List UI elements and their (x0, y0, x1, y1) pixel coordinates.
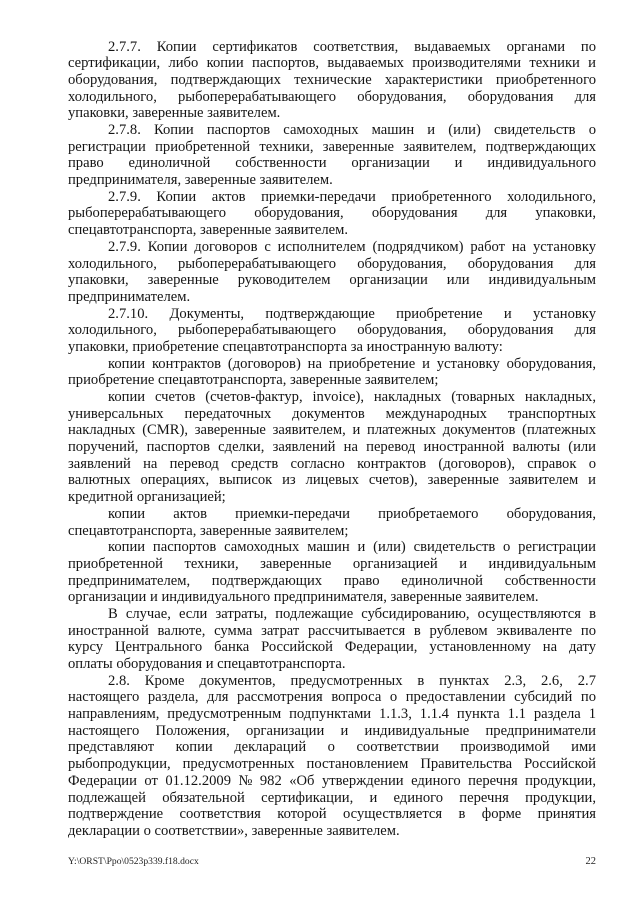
page-footer (68, 855, 596, 868)
paragraph-2-7-10 (68, 306, 596, 356)
text-line: регистрации приобретенной техники, заверенные заявителем, подтверждающих (68, 138, 596, 155)
text-line: Федерации от 01.12.2009 № 982 «Об утверждении единого перечня продукции, (68, 772, 596, 789)
text-line: копии контрактов (договоров) на приобретение и установку оборудования, (108, 355, 596, 372)
text-line: заявлений на перевод средств согласно контрактов (договоров), справок о (68, 455, 596, 472)
text-line: декларации о соответствии», заверенные заявителем. (68, 822, 400, 839)
list-item-acceptance-acts (68, 506, 596, 539)
text-line: копии актов приемки-передачи приобретаемого оборудования, (108, 505, 596, 522)
text-line: курсу Центрального банка Российской Федерации, установленному на дату (68, 639, 596, 656)
text-line: предпринимателя, заверенные заявителем. (68, 172, 333, 189)
text-line: В случае, если затраты, подлежащие субсидированию, осуществляются в (108, 605, 596, 622)
text-line: сертификации, либо копии паспортов, выдаваемых производителями техники и (68, 55, 596, 72)
list-item-passports (68, 539, 596, 606)
text-line: валютных операциях, выписок из лицевых счетов), заверенные заявителем и (68, 472, 596, 489)
text-line: приобретение спецавтотранспорта, заверенные заявителем; (68, 372, 439, 389)
paragraph-2-7-8 (68, 122, 596, 189)
text-line: право единоличной собственности организации и индивидуального (68, 155, 596, 172)
text-line: спецавтотранспорта, заверенные заявителем. (68, 222, 349, 239)
text-line: кредитной организацией; (68, 489, 226, 506)
text-line: упаковки, заверенные заявителем. (68, 105, 281, 122)
paragraph-2-7-9-acts (68, 189, 596, 239)
text-line: 2.7.9. Копии договоров с исполнителем (подрядчиком) работ на установку (108, 238, 596, 255)
text-line: упаковки, приобретение спецавтотранспорта за иностранную валюту: (68, 338, 503, 355)
text-line: рыбоперерабатывающего оборудования, оборудования для упаковки, (68, 205, 596, 222)
text-line: холодильного, рыбоперерабатывающего оборудования, оборудования для (68, 88, 596, 105)
text-line: рыбопродукции, предусмотренных постановлением Правительства Российской (68, 756, 596, 773)
page-number: 22 (585, 856, 596, 867)
text-line: копии счетов (счетов-фактур, invoice), накладных (товарных накладных, (108, 389, 596, 406)
text-line: предпринимателем. (68, 288, 191, 305)
text-line: 2.7.7. Копии сертификатов соответствия, выдаваемых органами по (108, 38, 596, 55)
list-item-invoices (68, 389, 596, 506)
text-line: представляют копии деклараций о соответствии производимой ими (68, 739, 596, 756)
text-line: подтверждение соответствия которой осуществляется в форме принятия (68, 806, 596, 823)
paragraph-foreign-currency (68, 606, 596, 673)
text-line: настоящего раздела, для рассмотрения вопроса о предоставлении субсидий по (68, 689, 596, 706)
paragraph-2-7-9-contracts (68, 239, 596, 306)
text-line: 2.7.9. Копии актов приемки-передачи приобретенного холодильного, (108, 188, 596, 205)
text-line: поручений, паспортов сделки, заявлений на перевод иностранной валюты (или (68, 439, 596, 456)
text-line: универсальных передаточных документов международных транспортных (68, 405, 596, 422)
list-item-contracts (68, 356, 596, 389)
footer-file-path: Y:\ORST\Ppo\0523p339.f18.docx (68, 856, 199, 867)
text-line: организации и индивидуального предпринимателя, заверенные заявителем. (68, 589, 539, 606)
text-line: оплаты оборудования и спецавтотранспорта. (68, 656, 346, 673)
text-line: 2.7.8. Копии паспортов самоходных машин и (или) свидетельств о (108, 122, 596, 139)
text-line: упаковки, заверенные руководителем организации или индивидуальным (68, 272, 596, 289)
text-line: настоящего Положения, организации и индивидуальные предприниматели (68, 722, 596, 739)
text-line: направлениям, предусмотренным подпунктами 1.1.3, 1.1.4 пункта 1.1 раздела 1 (68, 706, 596, 723)
text-line: 2.8. Кроме документов, предусмотренных в пунктах 2.3, 2.6, 2.7 (108, 672, 596, 689)
text-line: копии паспортов самоходных машин и (или) свидетельств о регистрации (108, 539, 596, 556)
text-line: предпринимателем, подтверждающих право единоличной собственности (68, 572, 596, 589)
text-line: иностранной валюте, сумма затрат рассчитывается в рублевом эквиваленте по (68, 622, 596, 639)
text-line: холодильного, рыбоперерабатывающего оборудования, оборудования для (68, 255, 596, 272)
document-body (68, 39, 596, 840)
text-line: спецавтотранспорта, заверенные заявителем; (68, 522, 349, 539)
text-line: накладных (CMR), заверенные заявителем, и платежных документов (платежных (68, 422, 596, 439)
text-line: приобретенной техники, заверенные организацией и индивидуальным (68, 555, 596, 572)
text-line: 2.7.10. Документы, подтверждающие приобретение и установку (108, 305, 596, 322)
text-line: подлежащей обязательной сертификации, и единого перечня продукции, (68, 789, 596, 806)
text-line: оборудования, подтверждающих технические характеристики приобретенного (68, 71, 596, 88)
paragraph-2-8 (68, 673, 596, 840)
paragraph-2-7-7 (68, 39, 596, 122)
text-line: холодильного, рыбоперерабатывающего оборудования, оборудования для (68, 322, 596, 339)
